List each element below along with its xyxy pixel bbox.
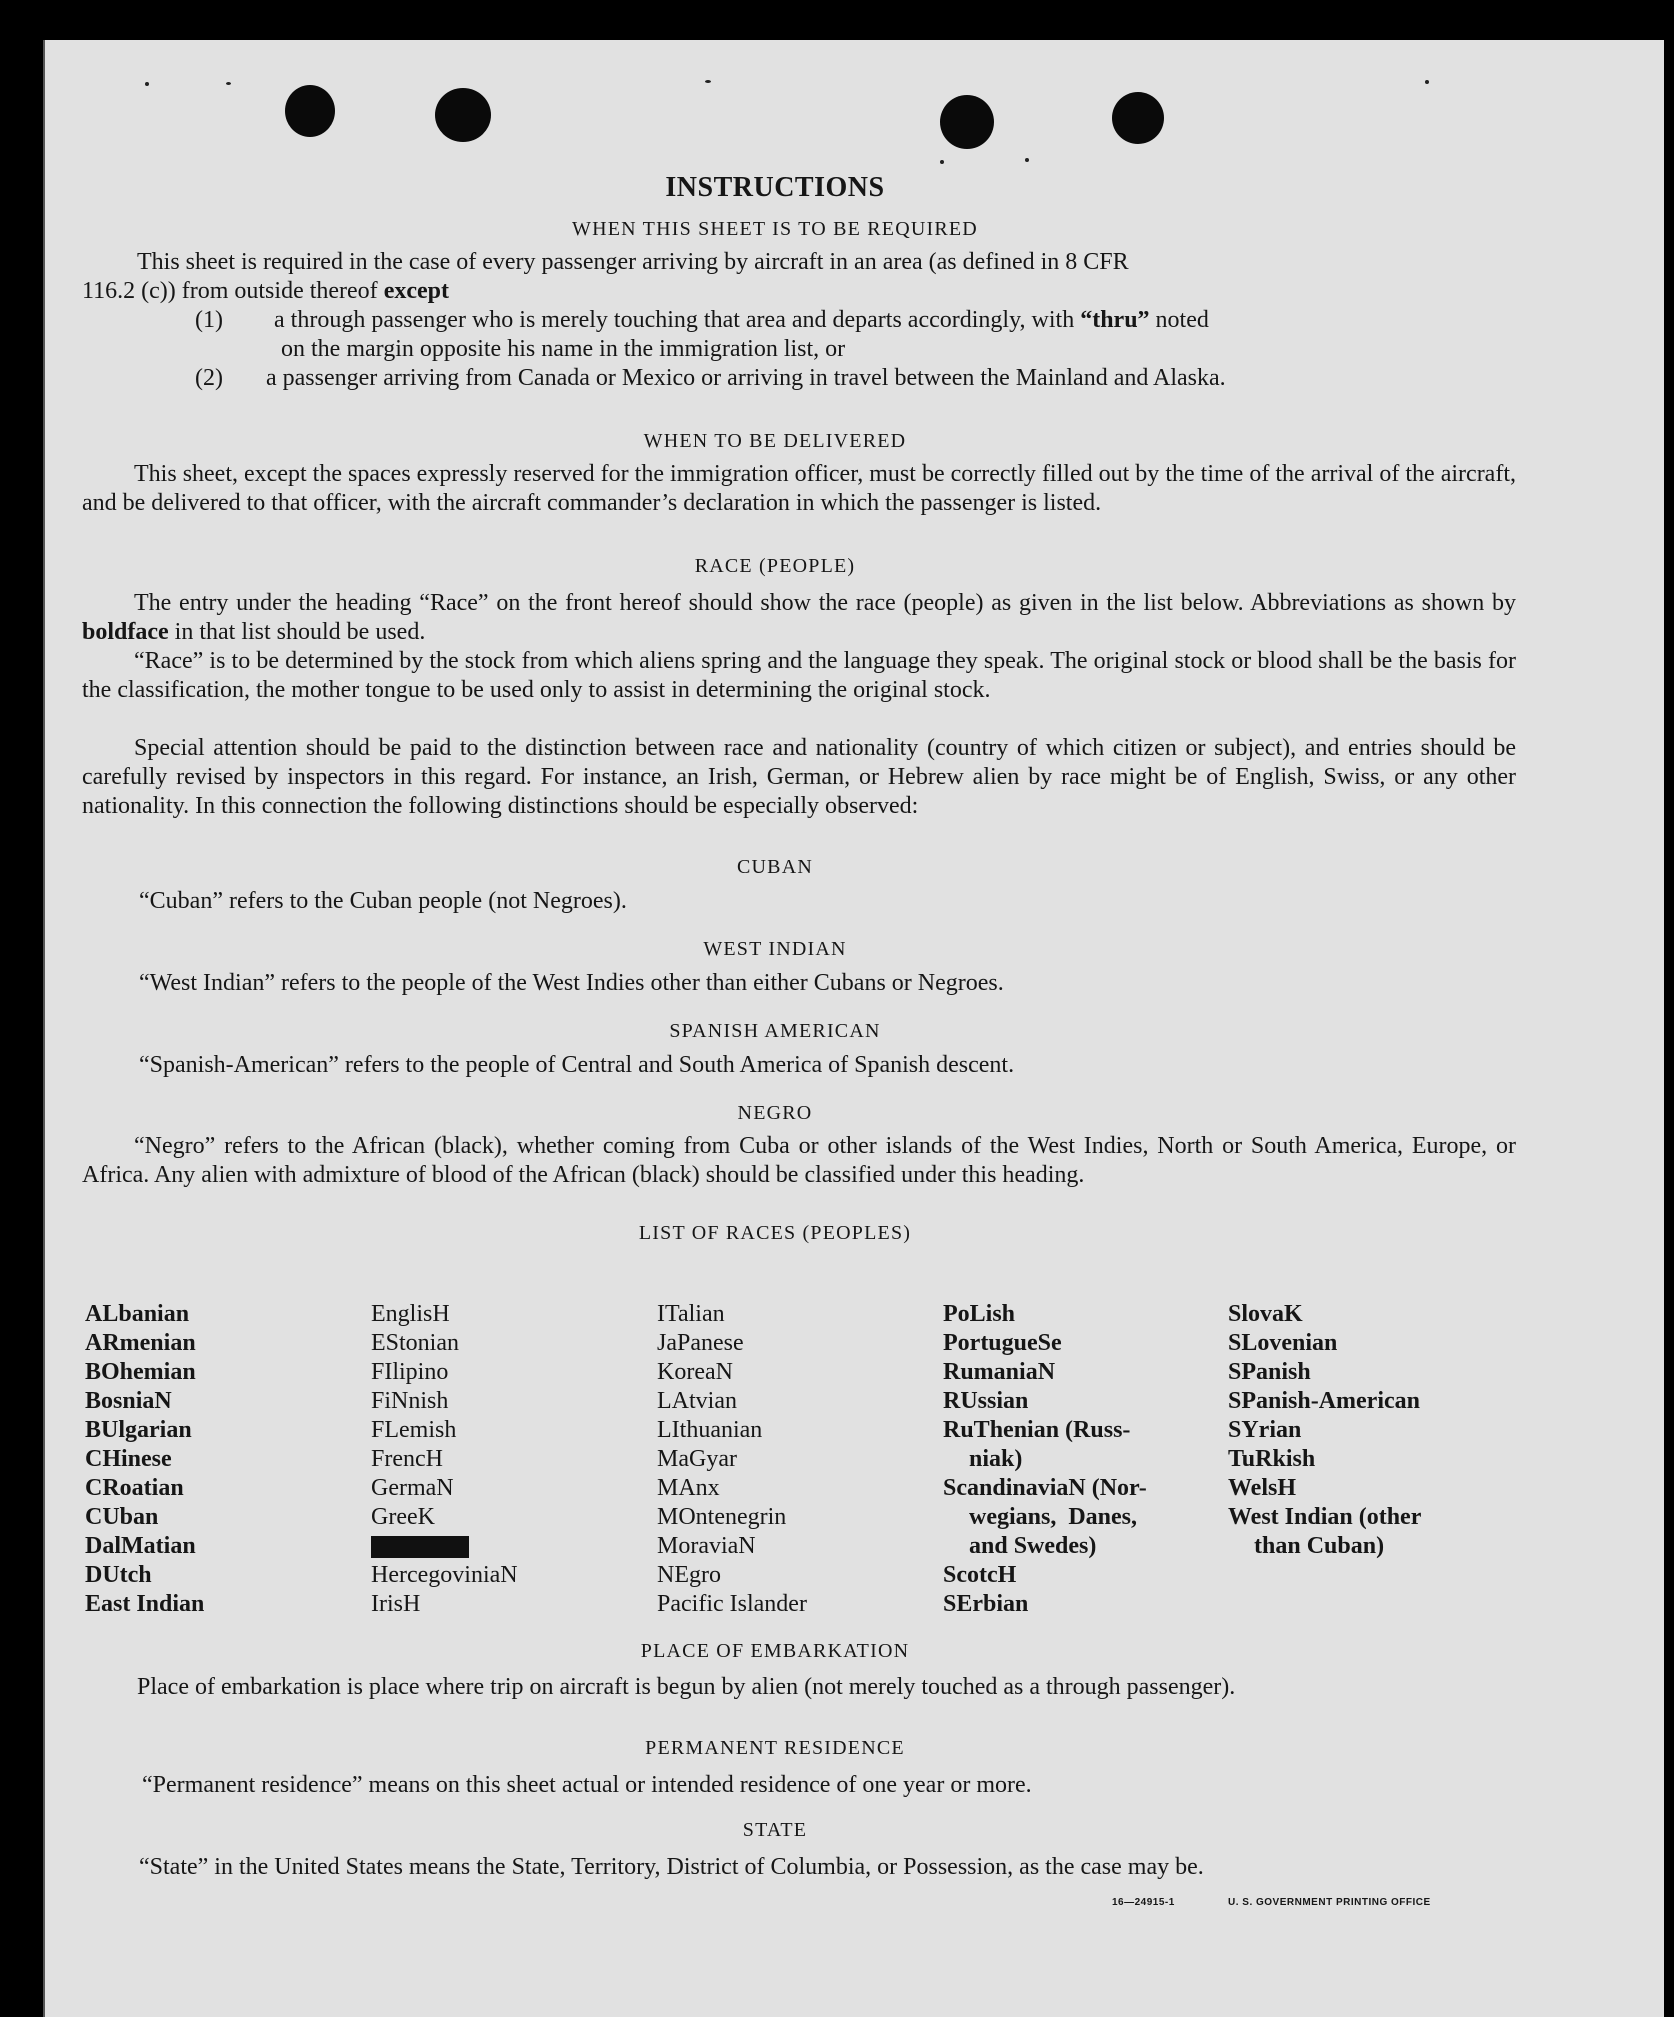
when-required-item-1-num: (1) <box>195 307 223 333</box>
races-column-5 <box>1228 1300 1421 1561</box>
when-required-except: except <box>383 278 449 304</box>
heading-west-indian: WEST INDIAN <box>703 938 847 960</box>
race-paragraph-3: Special attention should be paid to the distinction between race and nationality (country of which citizen or subject), and entries should be carefully revised by inspectors in this regard. For instance, an Irish, German, or Hebrew alien by race might be of English, Swiss, or any other nationality. In this connection the following distinctions should be especially observed: <box>82 735 1516 819</box>
race-item: East Indian <box>85 1591 205 1617</box>
heading-spanish-american: SPANISH AMERICAN <box>669 1020 881 1042</box>
race-item: PortugueSe <box>943 1330 1062 1356</box>
race-item: Pacific Islander <box>657 1591 807 1617</box>
heading-permanent-residence: PERMANENT RESIDENCE <box>645 1737 905 1759</box>
race-item: CRoatian <box>85 1475 184 1501</box>
when-required-item-1 <box>274 306 1209 335</box>
race-item: MAnx <box>657 1475 720 1501</box>
race-item: KoreaN <box>657 1359 733 1385</box>
footer-printer: U. S. GOVERNMENT PRINTING OFFICE <box>1228 1897 1431 1908</box>
race-item: GermaN <box>371 1475 454 1501</box>
race-item: SPanish <box>1228 1359 1311 1385</box>
cuban-text: “Cuban” refers to the Cuban people (not Negroes). <box>139 888 627 914</box>
speck <box>1025 158 1029 162</box>
race-item: FIlipino <box>371 1359 449 1385</box>
race-item: LIthuanian <box>657 1417 763 1443</box>
heading-state: STATE <box>742 1819 808 1841</box>
race-item: RumaniaN <box>943 1359 1056 1385</box>
heading-race: RACE (PEOPLE) <box>694 555 856 577</box>
race-p1-b: in that list should be used. <box>168 619 426 645</box>
race-item: EnglisH <box>371 1301 450 1327</box>
when-required-item-2: a passenger arriving from Canada or Mexico or arriving in travel between the Mainland and Alaska. <box>266 365 1226 391</box>
race-item: SlovaK <box>1228 1301 1303 1327</box>
when-delivered-text: This sheet, except the spaces expressly reserved for the immigration officer, must be correctly filled out by the time of the arrival of the aircraft, and be delivered to that officer, with the aircraft commander’s declaration in which the passenger is listed. <box>82 461 1516 516</box>
punch-hole <box>435 88 491 142</box>
when-required-item-2-num: (2) <box>195 365 223 391</box>
race-item: NEgro <box>657 1562 721 1588</box>
punch-hole <box>940 95 994 149</box>
race-item: FLemish <box>371 1417 457 1443</box>
negro-text: “Negro” refers to the African (black), whether coming from Cuba or other islands of the West Indies, North or South America, Europe, or Africa. Any alien with admixture of blood of the African (black) should be classified under this heading. <box>82 1133 1516 1188</box>
spanish-american-text: “Spanish-American” refers to the people of Central and South America of Spanish descent. <box>139 1052 1015 1078</box>
race-item: CUban <box>85 1504 159 1530</box>
race-item-continuation: niak) <box>969 1446 1023 1472</box>
when-required-intro-2-text: 116.2 (c)) from outside thereof <box>82 278 384 304</box>
races-column-2 <box>371 1300 518 1619</box>
speck <box>226 82 231 85</box>
races-column-4 <box>943 1300 1147 1619</box>
race-item: West Indian (other <box>1228 1504 1422 1530</box>
race-item: ScandinaviaN (Nor- <box>943 1475 1147 1501</box>
race-item: ScotcH <box>943 1562 1017 1588</box>
race-item: EStonian <box>371 1330 459 1356</box>
heading-list-of-races: LIST OF RACES (PEOPLES) <box>638 1222 912 1244</box>
race-p1-a: The entry under the heading “Race” on the front hereof should show the race (people) as given in the list below. Abbreviations as shown by <box>134 590 1516 616</box>
race-p1-boldface: boldface <box>82 619 169 645</box>
race-item: ALbanian <box>85 1301 190 1327</box>
item-1-text-b: noted <box>1149 307 1209 333</box>
race-item: BUlgarian <box>85 1417 192 1443</box>
when-required-item-1-line-2: on the margin opposite his name in the immigration list, or <box>281 336 846 362</box>
embarkation-text: Place of embarkation is place where trip on aircraft is begun by alien (not merely touched as a through passenger). <box>137 1674 1236 1700</box>
race-item: SYrian <box>1228 1417 1302 1443</box>
item-1-thru: “thru” <box>1080 307 1150 333</box>
race-item: RuThenian (Russ- <box>943 1417 1131 1443</box>
when-required-intro-1: This sheet is required in the case of every passenger arriving by aircraft in an area (as defined in 8 CFR <box>137 249 1129 275</box>
race-item: DUtch <box>85 1562 152 1588</box>
race-item: HercegoviniaN <box>371 1562 518 1588</box>
when-required-intro-2 <box>82 277 449 306</box>
race-item: WelsH <box>1228 1475 1297 1501</box>
speck <box>1425 80 1429 84</box>
race-item: MoraviaN <box>657 1533 756 1559</box>
race-item: FrencH <box>371 1446 443 1472</box>
speck <box>145 82 149 86</box>
race-paragraph-2: “Race” is to be determined by the stock from which aliens spring and the language they speak. The original stock or blood shall be the basis for the classification, the mother tongue to be used only to assist in determining the original stock. <box>82 648 1516 703</box>
heading-cuban: CUBAN <box>736 856 813 878</box>
page-title: INSTRUCTIONS <box>665 172 885 203</box>
speck <box>940 160 944 164</box>
race-item: BosniaN <box>85 1388 172 1414</box>
race-item-continuation: than Cuban) <box>1254 1533 1385 1559</box>
race-paragraph-1 <box>82 589 1516 647</box>
races-column-3 <box>657 1300 807 1619</box>
race-item: ARmenian <box>85 1330 196 1356</box>
race-item: SErbian <box>943 1591 1029 1617</box>
race-item-continuation: wegians, Danes, <box>969 1504 1138 1530</box>
punch-hole <box>1112 92 1164 144</box>
item-1-text-a: a through passenger who is merely touching that area and departs accordingly, with <box>274 307 1081 333</box>
heading-when-delivered: WHEN TO BE DELIVERED <box>643 430 907 452</box>
west-indian-text: “West Indian” refers to the people of the West Indies other than either Cubans or Negroes. <box>139 970 1004 996</box>
race-item: SLovenian <box>1228 1330 1338 1356</box>
race-item: LAtvian <box>657 1388 737 1414</box>
race-item: CHinese <box>85 1446 172 1472</box>
race-item: TuRkish <box>1228 1446 1316 1472</box>
speck <box>705 80 711 83</box>
heading-negro: NEGRO <box>737 1102 813 1124</box>
punch-hole <box>285 85 335 137</box>
permanent-residence-text: “Permanent residence” means on this sheet actual or intended residence of one year or more. <box>142 1772 1032 1798</box>
redaction-bar <box>371 1536 469 1558</box>
heading-when-required: WHEN THIS SHEET IS TO BE REQUIRED <box>572 218 978 240</box>
races-column-1 <box>85 1300 204 1619</box>
race-item: FiNnish <box>371 1388 449 1414</box>
race-item: MOntenegrin <box>657 1504 787 1530</box>
race-item: MaGyar <box>657 1446 737 1472</box>
race-item: PoLish <box>943 1301 1016 1327</box>
race-item: RUssian <box>943 1388 1029 1414</box>
redacted-item <box>371 1532 518 1561</box>
document-sheet <box>43 40 1664 2017</box>
race-item: SPanish-American <box>1228 1388 1420 1414</box>
race-item: ITalian <box>657 1301 725 1327</box>
race-item: IrisH <box>371 1591 421 1617</box>
footer-form-code: 16—24915-1 <box>1112 1897 1175 1908</box>
race-item-continuation: and Swedes) <box>969 1533 1097 1559</box>
race-item: DalMatian <box>85 1533 196 1559</box>
race-item: JaPanese <box>657 1330 744 1356</box>
heading-embarkation: PLACE OF EMBARKATION <box>640 1640 910 1662</box>
state-text: “State” in the United States means the State, Territory, District of Columbia, or Possession, as the case may be. <box>139 1854 1204 1880</box>
race-item: BOhemian <box>85 1359 196 1385</box>
race-item: GreeK <box>371 1504 435 1530</box>
